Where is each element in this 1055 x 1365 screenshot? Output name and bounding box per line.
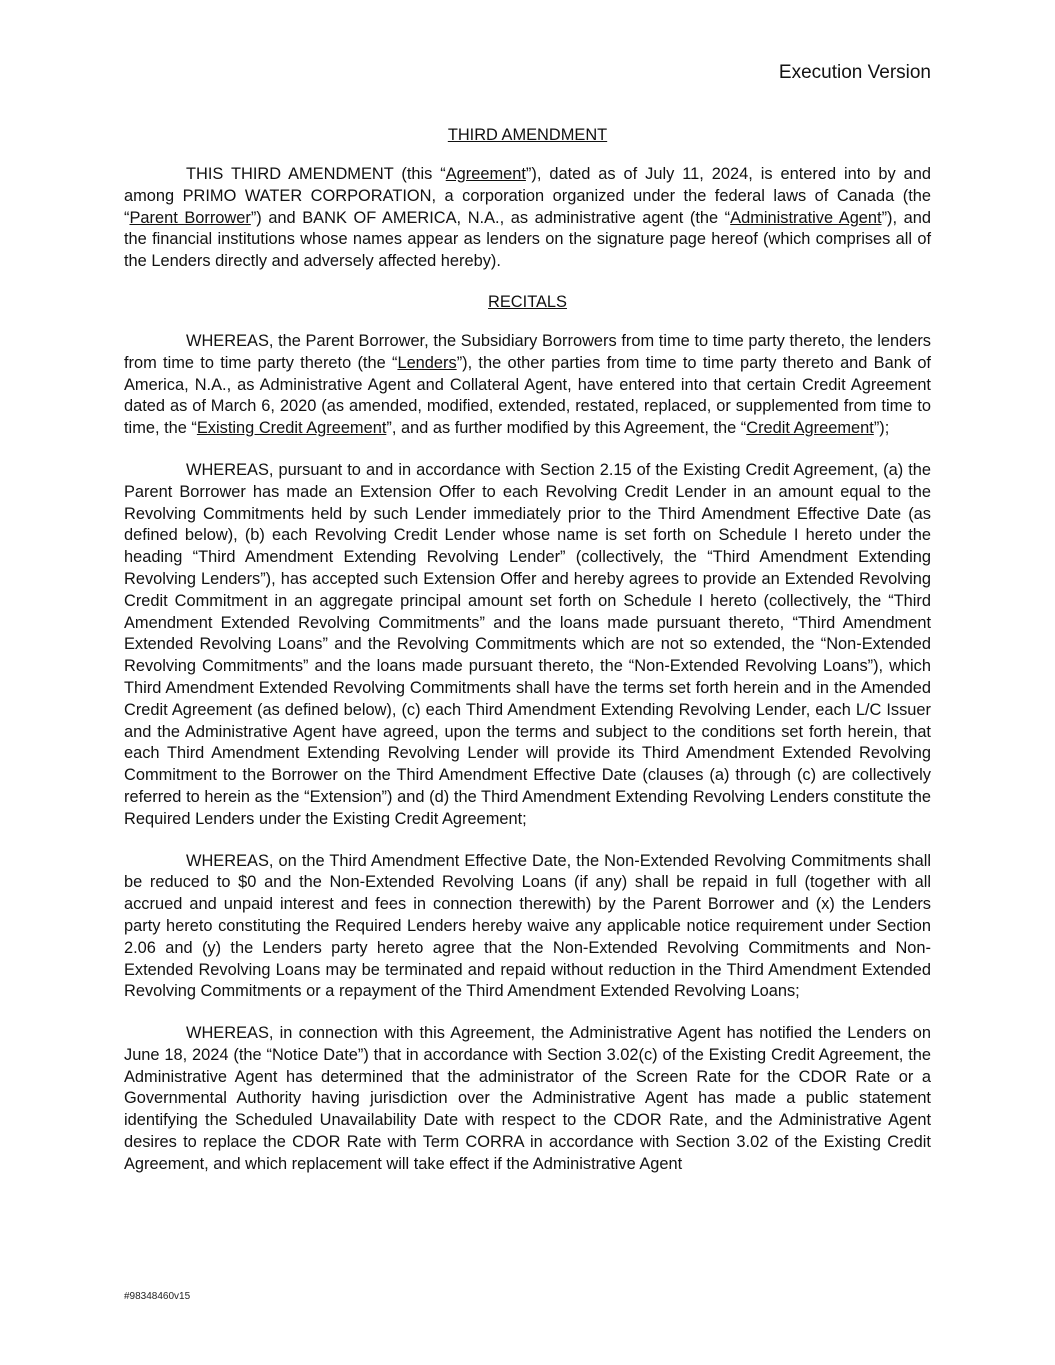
recital1-text-2: ”), the other parties from time to time party thereto and Bank of America, N.A., as Administrative Agent and Collateral Agent, have entered into that certain Credit Agreement dated as of March 6, 2020 (as amended, modified, extended, restated, replaced, or supplemented from time to time, the “	[124, 353, 931, 438]
intro-text-2: ”), dated as of July 11, 2024, is entered into by and among PRIMO WATER CORPORATION, a corporation organized under the federal laws of Canada (the “	[124, 165, 931, 227]
recital-paragraph-2: WHEREAS, pursuant to and in accordance with Section 2.15 of the Existing Credit Agreement, (a) the Parent Borrower has made an Extension Offer to each Revolving Credit Lender in an amount equal to the Revolving Commitments held by such Lender immediately prior to the Third Amendment Effective Date (as defined below), (b) each Revolving Credit Lender whose name is set forth on Schedule I hereto under the heading “Third Amendment Extending Revolving Lender” (collectively, the “Third Amendment Extending Revolving Lenders”), has accepted such Extension Offer and hereby agrees to provide an Extended Revolving Credit Commitment in an aggregate principal amount set forth on Schedule I hereto (collectively, the “Third Amendment Extended Revolving Commitments” and the loans made pursuant thereto, “Third Amendment Extended Revolving Loans” and the Revolving Commitments which are not so extended, the “Non-Extended Revolving Commitments” and the loans made pursuant thereto, the “Non-Extended Revolving Loans”), which Third Amendment Extended Revolving Commitments shall have the terms set forth herein and in the Amended Credit Agreement (as defined below), (c) each Third Amendment Extending Revolving Lender, each L/C Issuer and the Administrative Agent have agreed, upon the terms and subject to the conditions set forth herein, that each Third Amendment Extending Revolving Lender will provide its Third Amendment Extended Revolving Commitment to the Borrower on the Third Amendment Effective Date (clauses (a) through (c) are collectively referred to herein as the “Extension”) and (d) the Third Amendment Extending Revolving Lenders constitute the Required Lenders under the Existing Credit Agreement;	[124, 460, 931, 828]
defined-term-parent-borrower: Parent Borrower	[129, 208, 251, 227]
document-title: THIRD AMENDMENT	[447, 126, 608, 144]
recital-paragraph-1	[124, 331, 931, 440]
recitals-heading: RECITALS	[488, 292, 567, 311]
intro-text-1: THIS THIRD AMENDMENT (this “	[186, 165, 446, 183]
defined-term-lenders: Lenders	[397, 353, 457, 372]
execution-version-label: Execution Version	[778, 62, 931, 83]
defined-term-agreement: Agreement	[445, 165, 526, 183]
defined-term-existing-credit-agreement: Existing Credit Agreement	[196, 419, 387, 438]
intro-text-4: ”), and the financial institutions whose names appear as lenders on the signature page hereof (which comprises all of the Lenders directly and adversely affected hereby).	[124, 208, 931, 271]
document-id-footer: #98348460v15	[124, 1291, 191, 1302]
defined-term-administrative-agent: Administrative Agent	[730, 208, 882, 227]
intro-text-3: ”) and BANK OF AMERICA, N.A., as administrative agent (the “	[250, 208, 731, 227]
recital1-text-3: ”, and as further modified by this Agreement, the “	[386, 419, 747, 438]
recital-paragraph-4: WHEREAS, in connection with this Agreement, the Administrative Agent has notified the Lenders on June 18, 2024 (the “Notice Date”) that in accordance with Section 3.02(c) of the Existing Credit Agreement, the Administrative Agent has determined that the administrator of the Screen Rate for the CDOR Rate or a Governmental Authority having jurisdiction over the Administrative Agent has made a public statement identifying the Scheduled Unavailability Date with respect to the CDOR Rate, and the Administrative Agent desires to replace the CDOR Rate with Term CORRA in accordance with Section 3.02 of the Existing Credit Agreement, and which replacement will take effect if the Administrative Agent	[124, 1024, 931, 1173]
document-body	[124, 124, 931, 1176]
recital1-text-1: WHEREAS, the Parent Borrower, the Subsidiary Borrowers from time to time party thereto, the lenders from time to time party thereto (the “	[124, 331, 931, 372]
intro-paragraph	[124, 164, 931, 273]
recital-paragraph-3: WHEREAS, on the Third Amendment Effective Date, the Non-Extended Revolving Commitments shall be reduced to $0 and the Non-Extended Revolving Loans (if any) shall be repaid in full (together with all accrued and unpaid interest and fees in connection therewith) by the Parent Borrower and (x) the Lenders party hereto constituting the Required Lenders hereby waive any applicable notice requirement under Section 2.06 and (y) the Lenders party hereto agree that the Non-Extended Revolving Commitments and Non-Extended Revolving Loans may be terminated and repaid without reduction in the Third Amendment Extended Revolving Commitments or a repayment of the Third Amendment Extended Revolving Loans;	[124, 851, 931, 1001]
defined-term-credit-agreement: Credit Agreement	[746, 419, 874, 438]
recital1-text-4: ”);	[873, 419, 890, 438]
